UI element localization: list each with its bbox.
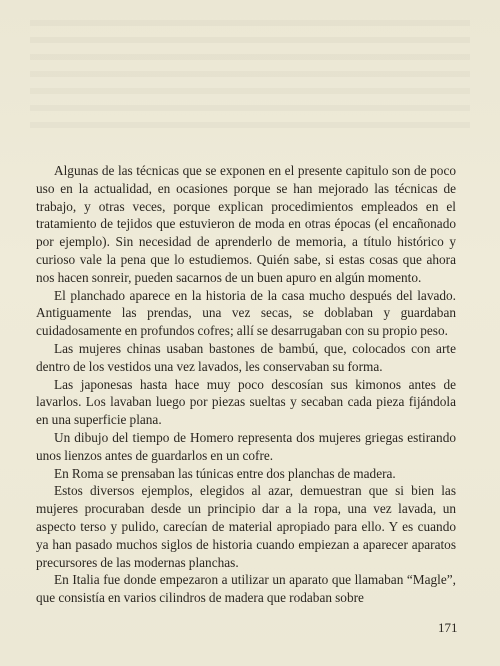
- paragraph-1: Algunas de las técnicas que se exponen en el presente capitulo son de poco uso en la actualidad, en ocasiones porque se han mejorado las técnicas de trabajo, y otras veces, porque explican procedimientos empleados en el tratamiento de tejidos que estuvieron de moda en otras épocas (el encañonado por ejemplo). Sin necesidad de aprenderlo de memoria, a título histórico y curioso vale la pena que lo estudiemos. Quién sabe, si estas cosas que ahora nos hacen sonreir, pueden sacarnos de un buen apuro en algún momento.: [36, 163, 456, 285]
- bleed-through-text: [30, 20, 470, 130]
- paragraph-2: El planchado aparece en la historia de la casa mucho después del lavado. Antiguamente las prendas, una vez secas, se doblaban y guardaban cuidadosamente en profundos cofres; allí se desarrugaban con su propio peso.: [36, 287, 456, 339]
- paragraph-8: En Italia fue donde empezaron a utilizar un aparato que llamaban “Magle”, que consistía en varios cilindros de madera que rodaban sobre: [36, 572, 456, 606]
- paragraph-4: Las japonesas hasta hace muy poco descosían sus kimonos antes de lavarlos. Los lavaban luego por piezas sueltas y secaban cada pieza fijándola en una superficie plana.: [36, 376, 456, 428]
- paragraph-7: Estos diversos ejemplos, elegidos al azar, demuestran que si bien las mujeres procuraban desde un principio dar a la ropa, una vez lavada, un aspecto terso y pulido, carecían de material apropiado para ello. Y es cuando ya han pasado muchos siglos de historia cuando empiezan a aparecer aparatos precursores de las modernas planchas.: [36, 483, 456, 570]
- body-text: [36, 162, 456, 607]
- page-number: 171: [438, 620, 458, 635]
- paragraph-5: Un dibujo del tiempo de Homero representa dos mujeres griegas estirando unos lienzos antes de guardarlos en un cofre.: [36, 429, 456, 463]
- paragraph-3: Las mujeres chinas usaban bastones de bambú, que, colocados con arte dentro de los vestidos una vez lavados, les conservaban su forma.: [36, 340, 456, 374]
- paragraph-6: En Roma se prensaban las túnicas entre dos planchas de madera.: [54, 465, 396, 481]
